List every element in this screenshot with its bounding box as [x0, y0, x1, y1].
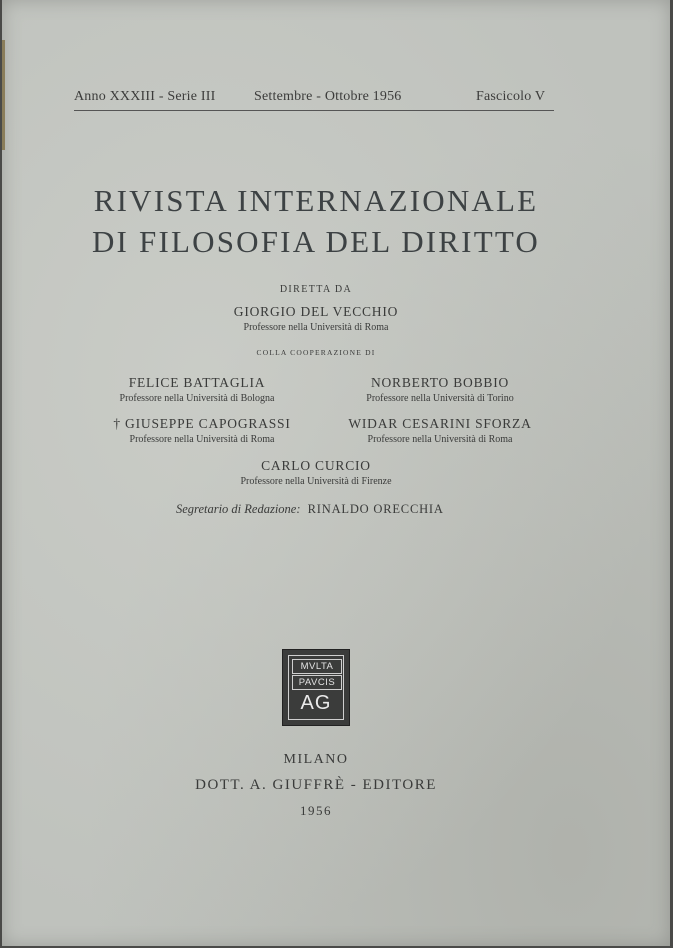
imprint-year: 1956 — [300, 803, 332, 818]
collaborator-affiliation: Professore nella Università di Firenze — [240, 476, 392, 487]
directed-by-label: DIRETTA DA — [279, 284, 353, 295]
collaborator-affiliation: Professore nella Università di Bologna — [119, 393, 275, 404]
collaborator — [340, 375, 540, 404]
cooperation-label: COLLA COOPERAZIONE DI — [256, 348, 376, 357]
issue-number: Fascicolo V — [476, 89, 546, 104]
director-name: GIORGIO DEL VECCHIO — [233, 304, 399, 319]
secretary-label: Segretario di Redazione: — [176, 502, 301, 516]
secretary-name: RINALDO ORECCHIA — [307, 502, 444, 516]
publisher-mark-motto1: MVLTA — [292, 659, 342, 674]
collaborator — [102, 375, 292, 404]
secretary-line — [176, 502, 444, 517]
collaborator-name: WIDAR CESARINI SFORZA — [348, 416, 532, 431]
publisher-mark-motto2: PAVCIS — [292, 675, 342, 690]
imprint-publisher: DOTT. A. GIUFFRÈ - EDITORE — [195, 777, 437, 793]
imprint-city: MILANO — [283, 752, 349, 767]
journal-title-line1: RIVISTA INTERNAZIONALE — [93, 183, 539, 218]
publisher-mark — [282, 649, 350, 726]
collaborator-name: FELICE BATTAGLIA — [128, 375, 266, 390]
collaborator-affiliation: Professore nella Università di Torino — [366, 393, 514, 404]
issue-year-series: Anno XXXIII - Serie III — [74, 89, 216, 104]
collaborator — [340, 416, 540, 445]
collaborator-name: CARLO CURCIO — [261, 458, 371, 473]
collaborator — [2, 458, 630, 487]
page-edge-stain — [2, 40, 5, 150]
collaborator — [102, 416, 302, 445]
publisher-mark-initials: AG — [300, 692, 332, 714]
journal-title-line2: DI FILOSOFIA DEL DIRITTO — [91, 224, 541, 259]
collaborator-name: NORBERTO BOBBIO — [370, 375, 510, 390]
journal-cover — [2, 0, 670, 946]
issue-months: Settembre - Ottobre 1956 — [254, 89, 402, 104]
director-affiliation: Professore nella Università di Roma — [243, 322, 389, 333]
collaborator-name: † GIUSEPPE CAPOGRASSI — [113, 416, 291, 431]
collaborator-affiliation: Professore nella Università di Roma — [367, 434, 513, 445]
header-rule — [74, 110, 554, 111]
collaborator-affiliation: Professore nella Università di Roma — [129, 434, 275, 445]
